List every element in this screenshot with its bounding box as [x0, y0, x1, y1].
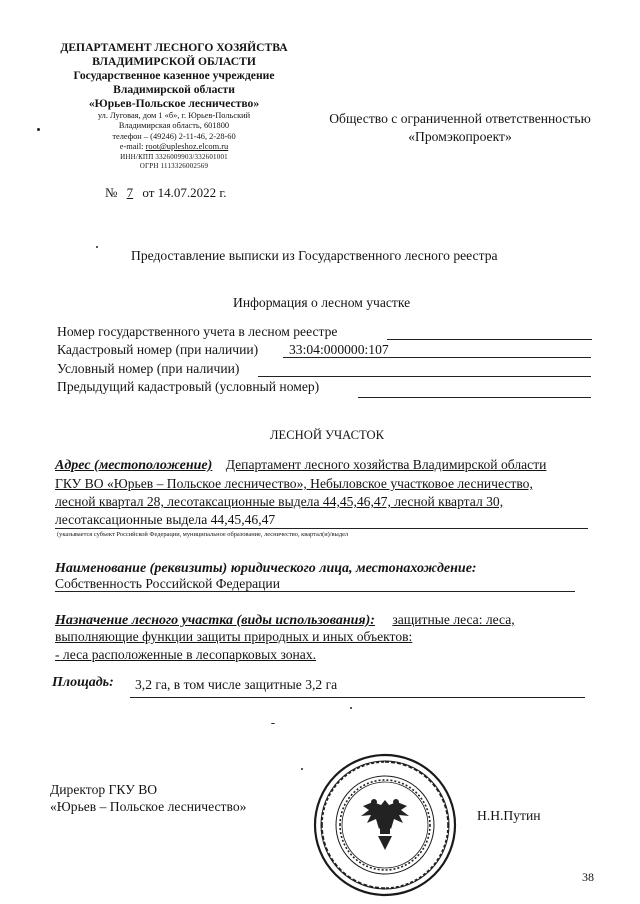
issuer-header	[40, 41, 308, 171]
subject: Предоставление выписки из Государственного лесного реестра	[131, 248, 498, 263]
conditional-label: Условный номер (при наличии)	[57, 361, 240, 376]
recipient-line2: «Промэкопроект»	[408, 129, 512, 144]
issuer-line4: Владимирской области	[113, 83, 235, 96]
state-reg-line	[387, 339, 592, 340]
recipient-line1: Общество с ограниченной ответственностью	[329, 111, 591, 126]
prev-cadastral-label: Предыдущий кадастровый (условный номер)	[57, 379, 320, 394]
issuer-line2: ВЛАДИМИРСКОЙ ОБЛАСТИ	[92, 55, 256, 68]
signatory-name: Н.Н.Путин	[477, 808, 541, 823]
speck	[350, 707, 352, 709]
address-line4-underline	[55, 528, 588, 529]
speck	[271, 723, 275, 724]
area-value: 3,2 га, в том числе защитные 3,2 га	[135, 677, 338, 692]
speck	[301, 768, 303, 770]
official-seal-stamp	[310, 750, 460, 900]
legal-entity-label: Наименование (реквизиты) юридического лица, местонахождение:	[55, 561, 477, 576]
signatory-title2: «Юрьев – Польское лесничество»	[50, 799, 247, 814]
letter-date: от 14.07.2022 г.	[142, 185, 227, 200]
address-note: (указывается субъект Российской Федерации, муниципальное образование, лесничество, квартал(и)/выдел	[57, 531, 349, 538]
cadastral-label: Кадастровый номер (при наличии)	[57, 342, 259, 357]
speck	[37, 128, 40, 131]
signatory-title1: Директор ГКУ ВО	[50, 782, 158, 797]
address-line3: лесной квартал 28, лесотаксационные выдела 44,45,46,47, лесной квартал 30,	[55, 494, 504, 509]
issuer-inn: ИНН/КПП 3326009903/332601001	[120, 152, 228, 161]
prev-cadastral-line	[358, 397, 591, 398]
issuer-line1: ДЕПАРТАМЕНТ ЛЕСНОГО ХОЗЯЙСТВА	[60, 41, 288, 54]
issuer-email-link[interactable]: root@upleshoz.elcom.ru	[145, 142, 229, 152]
issuer-phone: телефон – (49246) 2-11-46, 2-28-60	[112, 131, 236, 141]
cadastral-value: 33:04:000000:107	[289, 342, 389, 357]
purpose-row-1	[55, 612, 515, 629]
address-line1: Департамент лесного хозяйства Владимирской области	[225, 457, 547, 472]
letter-number-row	[105, 185, 227, 201]
legal-entity-value: Собственность Российской Федерации	[55, 576, 280, 591]
address-row-1	[55, 457, 546, 474]
address-label: Адрес (местоположение)	[55, 458, 213, 473]
state-reg-label: Номер государственного учета в лесном реестре	[57, 324, 338, 339]
cadastral-line	[283, 357, 591, 358]
recipient-block	[305, 110, 615, 146]
area-line	[130, 697, 585, 698]
letter-number: 7	[126, 185, 134, 200]
area-label: Площадь:	[52, 675, 114, 690]
section-title: Информация о лесном участке	[233, 295, 411, 310]
purpose-label: Назначение лесного участка (виды использования):	[55, 613, 375, 628]
purpose-value3: - леса расположенные в лесопарковых зонах.	[55, 647, 317, 662]
issuer-address1: ул. Луговая, дом 1 «б», г. Юрьев-Польский	[97, 111, 251, 120]
issuer-email-prefix: e-mail:	[119, 142, 146, 152]
page-number: 38	[582, 870, 594, 884]
purpose-value1: защитные леса: леса,	[392, 612, 515, 627]
conditional-line	[258, 376, 591, 377]
issuer-line3: Государственное казенное учреждение	[73, 69, 275, 82]
issuer-line5: «Юрьев-Польское лесничество»	[88, 97, 260, 110]
purpose-value2: выполняющие функции защиты природных и иных объектов:	[55, 629, 413, 644]
issuer-address2: Владимирская область, 601800	[118, 121, 230, 131]
speck	[96, 246, 98, 248]
issuer-email-row	[40, 142, 308, 152]
plot-heading: ЛЕСНОЙ УЧАСТОК	[270, 428, 385, 442]
address-line4: лесотаксационные выдела 44,45,46,47	[55, 512, 276, 527]
address-line2: ГКУ ВО «Юрьев – Польское лесничество», Небыловское участковое лесничество,	[55, 476, 533, 491]
letter-no-label: №	[105, 185, 118, 200]
legal-entity-line	[55, 591, 575, 592]
issuer-ogrn: ОГРН 1113326002569	[139, 161, 209, 170]
